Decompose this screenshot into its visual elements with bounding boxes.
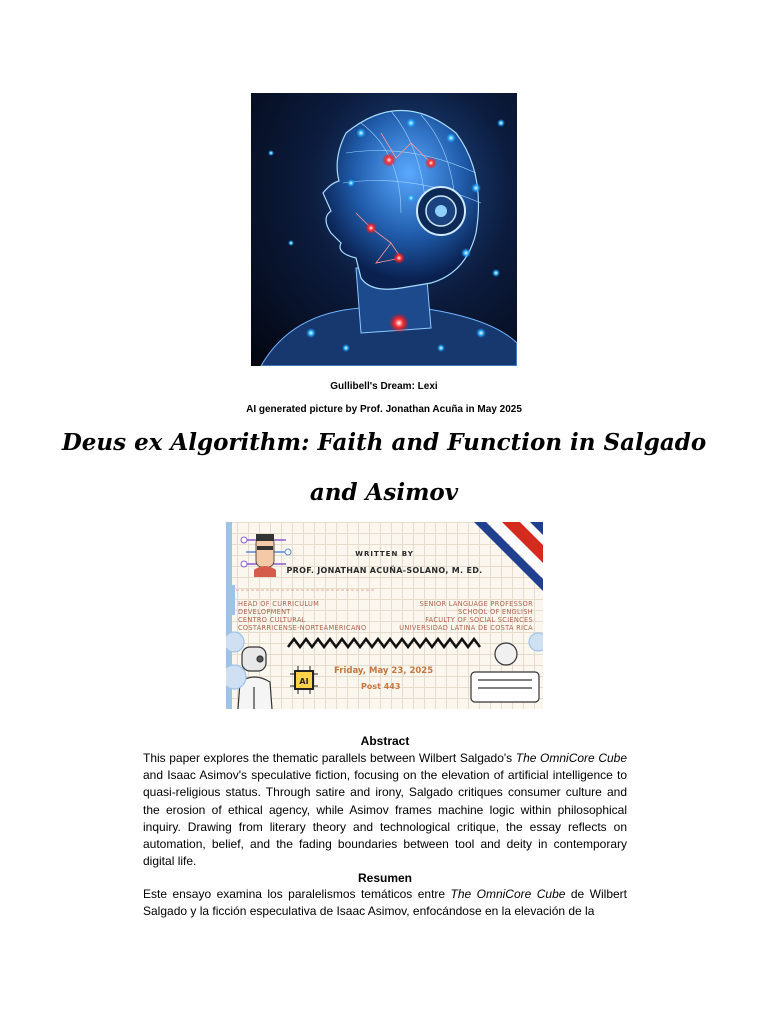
abstract-text-start: This paper explores the thematic parallels between Wilbert Salgado's <box>143 751 516 765</box>
resumen-heading: Resumen <box>357 871 413 885</box>
affiliation-line: CENTRO CULTURAL <box>238 616 306 624</box>
title-line-2: and Asimov <box>309 479 459 506</box>
affiliation-line: SENIOR LANGUAGE PROFESSOR <box>419 600 533 608</box>
banner-post-number: Post 443 <box>361 682 401 691</box>
affiliation-line: COSTARRICENSE-NORTEAMERICANO <box>238 624 367 632</box>
title-line-1: Deus ex Algorithm: Faith and Function in Salgado <box>61 429 707 456</box>
image-caption: Gullibell's Dream: Lexi <box>330 381 438 392</box>
abstract-heading: Abstract <box>360 734 410 748</box>
affiliation-line: UNIVERSIDAD LATINA DE COSTA RICA <box>399 624 533 632</box>
page-title <box>60 418 708 518</box>
banner-date: Friday, May 23, 2025 <box>334 666 434 676</box>
affiliation-line: DEVELOPMENT <box>238 608 291 616</box>
robot-figure-icon <box>226 632 272 709</box>
author-banner <box>226 522 543 709</box>
ai-chip-icon <box>290 666 318 694</box>
image-credit: AI generated picture by Prof. Jonathan Acuña in May 2025 <box>246 404 522 415</box>
banner-author: PROF. JONATHAN ACUÑA-SOLANO, M. ED. <box>286 566 483 575</box>
ai-chip-label: AI <box>299 677 309 686</box>
affiliation-line: HEAD OF CURRICULUM <box>238 600 320 608</box>
affiliation-line: SCHOOL OF ENGLISH <box>457 608 533 616</box>
zigzag-divider <box>288 639 480 647</box>
abstract-text-rest: and Isaac Asimov's speculative fiction, focusing on the elevation of artificial intelligence to quasi-religious status. Through satire and irony, Salgado critiques consumer culture and the erosion of ethical agency, while Asimov frames machine logic within philosophical inquiry. Drawing from literary theory and technological critique, the essay reflects on automation, belief, and the fading boundaries between tool and deity in contemporary digital life. <box>143 768 627 869</box>
affiliation-line: FACULTY OF SOCIAL SCIENCES <box>425 616 533 624</box>
banner-right-affiliation <box>399 600 533 632</box>
abstract-paragraph <box>143 750 627 870</box>
banner-written-by: WRITTEN BY <box>355 550 414 558</box>
abstract-book-title: The OmniCore Cube <box>515 751 628 765</box>
robot-head-illustration <box>251 93 517 366</box>
person-at-desk-icon <box>471 633 543 702</box>
resumen-book-title: The OmniCore Cube <box>450 887 566 901</box>
hero-image <box>251 93 517 366</box>
resumen-text-rest: de Wilbert Salgado y la ficción especulativa de Isaac Asimov, enfocándose en la elevación de la <box>143 887 627 919</box>
banner-left-affiliation <box>238 600 367 632</box>
resumen-paragraph <box>143 886 627 920</box>
resumen-text-start: Este ensayo examina los paralelismos temáticos entre <box>143 887 451 901</box>
